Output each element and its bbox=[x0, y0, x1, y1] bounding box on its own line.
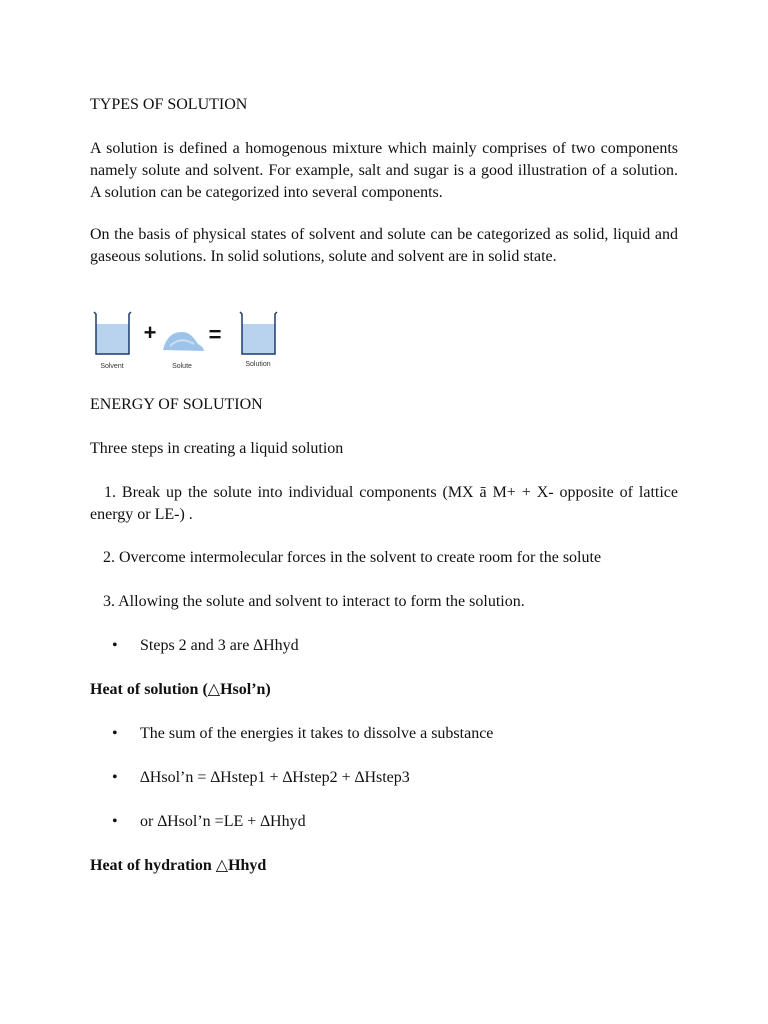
bullet-heat-2 bbox=[112, 767, 410, 789]
paragraph-definition: A solution is defined a homogenous mixture which mainly comprises of two components namely solute and solvent. For example, salt and sugar is a good illustration of a solution. A solution can be categorized into several components. bbox=[90, 140, 678, 201]
bullet-dot: • bbox=[112, 725, 118, 742]
solution-diagram-svg bbox=[90, 308, 290, 372]
heading-energy-of-solution: ENERGY OF SOLUTION bbox=[90, 396, 263, 413]
bullet-heat-3 bbox=[112, 811, 306, 833]
step-1: 1. Break up the solute into individual components (MX ā M+ + X- opposite of lattice energy or LE-) . bbox=[90, 484, 678, 523]
bullet-dot: • bbox=[112, 769, 118, 786]
heading-types-of-solution: TYPES OF SOLUTION bbox=[90, 96, 248, 113]
solvent-beaker-icon bbox=[94, 312, 131, 354]
bullet-dot: • bbox=[112, 637, 118, 654]
solution-liquid bbox=[242, 324, 275, 354]
label-solute: Solute bbox=[172, 363, 192, 370]
step-2: 2. Overcome intermolecular forces in the solvent to create room for the solute bbox=[103, 549, 602, 566]
bullet-heat-1 bbox=[112, 723, 493, 745]
solution-diagram bbox=[90, 308, 290, 372]
bullet-dot: • bbox=[112, 813, 118, 830]
solution-beaker-icon bbox=[240, 312, 277, 354]
bullet-text: ∆Hsol’n = ∆Hstep1 + ∆Hstep2 + ∆Hstep3 bbox=[140, 769, 410, 786]
bullet-steps-2-3 bbox=[112, 635, 299, 657]
label-solution: Solution bbox=[245, 361, 271, 368]
paragraph-physical-states: On the basis of physical states of solvent and solute can be categorized as solid, liquid and gaseous solutions. In solid solutions, solute and solvent are in solid state. bbox=[90, 226, 678, 265]
step-3: 3. Allowing the solute and solvent to interact to form the solution. bbox=[103, 593, 525, 610]
equals-sign: = bbox=[208, 322, 222, 347]
heading-heat-of-solution: Heat of solution (△Hsol’n) bbox=[90, 681, 271, 698]
plus-sign: + bbox=[143, 320, 157, 345]
steps-intro: Three steps in creating a liquid solution bbox=[90, 440, 344, 457]
solute-pile-icon bbox=[163, 332, 204, 351]
solvent-liquid bbox=[96, 324, 129, 354]
heading-heat-of-hydration: Heat of hydration △Hhyd bbox=[90, 857, 267, 874]
bullet-text: The sum of the energies it takes to dissolve a substance bbox=[140, 725, 494, 742]
bullet-text: or ∆Hsol’n =LE + ∆Hhyd bbox=[140, 813, 306, 830]
bullet-text: Steps 2 and 3 are ∆Hhyd bbox=[140, 637, 299, 654]
label-solvent: Solvent bbox=[100, 363, 124, 370]
